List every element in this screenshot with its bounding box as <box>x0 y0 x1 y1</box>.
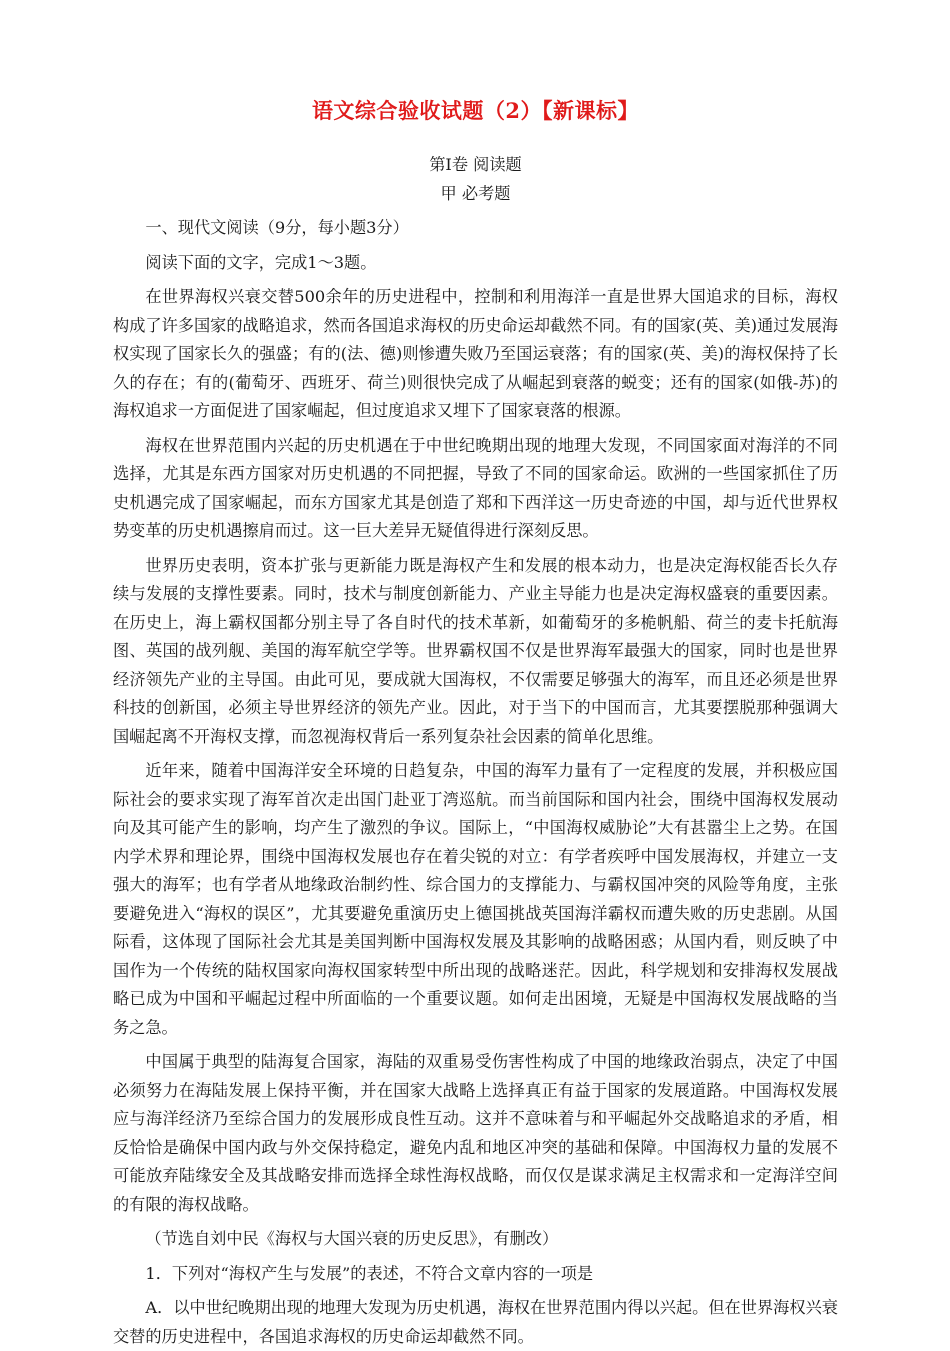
question-1: 1．下列对“海权产生与发展”的表述，不符合文章内容的一项是 <box>145 1263 594 1283</box>
part-heading: 一、现代文阅读（9分，每小题3分） <box>145 218 409 237</box>
question-1-option-a: A．以中世纪晚期出现的地理大发现为历史机遇，海权在世界范围内得以兴起。但在世界海权兴衰交替的历史进程中，各国追求海权的历史命运却截然不同。 <box>113 1298 838 1346</box>
volume-heading: 第Ⅰ卷 阅读题 <box>429 155 522 174</box>
reading-instruction: 阅读下面的文字，完成1～3题。 <box>145 252 377 272</box>
passage-paragraph-4: 近年来，随着中国海洋安全环境的日趋复杂，中国的海军力量有了一定程度的发展，并积极应国际社会的要求实现了海军首次走出国门赴亚丁湾巡航。而当前国际和国内社会，围绕中国海权发展动向及其可能产生的影响，均产生了激烈的争议。国际上，“中国海权威胁论”大有甚嚣尘上之势。在国内学术界和理论界，围绕中国海权发展也存在着尖锐的对立：有学者疾呼中国发展海权，并建立一支强大的海军；也有学者从地缘政治制约性、综合国力的支撑能力、与霸权国冲突的风险等角度，主张要避免进入“海权的误区”，尤其要避免重演历史上德国挑战英国海洋霸权而遭失败的历史悲剧。从国际看，这体现了国际社会尤其是美国判断中国海权发展及其影响的战略困惑；从国内看，则反映了中国作为一个传统的陆权国家向海权国家转型中所出现的战略迷茫。因此，科学规划和安排海权发展战略已成为中国和平崛起过程中所面临的一个重要议题。如何走出困境，无疑是中国海权发展战略的当务之急。 <box>113 761 838 1037</box>
passage-paragraph-5: 中国属于典型的陆海复合国家，海陆的双重易受伤害性构成了中国的地缘政治弱点，决定了中国必须努力在海陆发展上保持平衡，并在国家大战略上选择真正有益于国家的发展道路。中国海权发展应与海洋经济乃至综合国力的发展形成良性互动。这并不意味着与和平崛起外交战略追求的矛盾，相反恰恰是确保中国内政与外交保持稳定，避免内乱和地区冲突的基础和保障。中国海权力量的发展不可能放弃陆缘安全及其战略安排而选择全球性海权战略，而仅仅是谋求满足主权需求和一定海洋空间的有限的海权战略。 <box>113 1052 838 1214</box>
document-title: 语文综合验收试题（2）【新课标】 <box>311 98 640 123</box>
passage-paragraph-1: 在世界海权兴衰交替500余年的历史进程中，控制和利用海洋一直是世界大国追求的目标，海权构成了许多国家的战略追求，然而各国追求海权的历史命运却截然不同。有的国家(英、美)通过发展海权实现了国家长久的强盛；有的(法、德)则惨遭失败乃至国运衰落；有的国家(英、美)的海权保持了长久的存在；有的(葡萄牙、西班牙、荷兰)则很快完成了从崛起到衰落的蜕变；还有的国家(如俄-苏)的海权追求一方面促进了国家崛起，但过度追求又埋下了国家衰落的根源。 <box>113 287 838 420</box>
source-note: （节选自刘中民《海权与大国兴衰的历史反思》，有删改） <box>145 1229 559 1248</box>
passage-paragraph-2: 海权在世界范围内兴起的历史机遇在于中世纪晚期出现的地理大发现，不同国家面对海洋的不同选择，尤其是东西方国家对历史机遇的不同把握，导致了不同的国家命运。欧洲的一些国家抓住了历史机遇完成了国家崛起，而东方国家尤其是创造了郑和下西洋这一历史奇迹的中国，却与近代世界权势变革的历史机遇擦肩而过。这一巨大差异无疑值得进行深刻反思。 <box>113 435 838 540</box>
section-heading: 甲 必考题 <box>440 183 511 203</box>
passage-paragraph-3: 世界历史表明，资本扩张与更新能力既是海权产生和发展的根本动力，也是决定海权能否长久存续与发展的支撑性要素。同时，技术与制度创新能力、产业主导能力也是决定海权盛衰的重要因素。在历史上，海上霸权国都分别主导了各自时代的技术革新，如葡萄牙的多桅帆船、荷兰的麦卡托航海图、英国的战列舰、美国的海军航空学等。世界霸权国不仅是世界海军最强大的国家，同时也是世界经济领先产业的主导国。由此可见，要成就大国海权，不仅需要足够强大的海军，而且还必须是世界科技的创新国，必须主导世界经济的领先产业。因此，对于当下的中国而言，尤其要摆脱那种强调大国崛起离不开海权支撑，而忽视海权背后一系列复杂社会因素的简单化思维。 <box>113 555 838 746</box>
